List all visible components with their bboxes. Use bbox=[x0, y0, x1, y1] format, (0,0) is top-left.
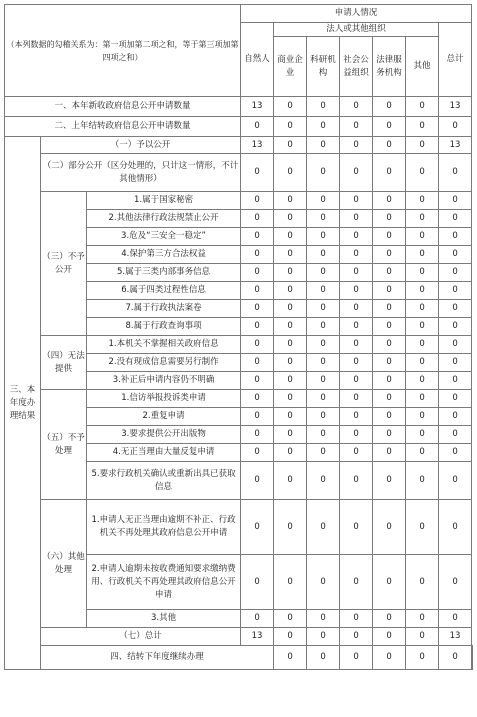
cell-value: 0 bbox=[406, 300, 439, 318]
header-research: 科研机构 bbox=[307, 37, 340, 97]
cell-value: 0 bbox=[373, 210, 406, 228]
cell-value: 0 bbox=[340, 228, 373, 246]
cell-value: 0 bbox=[241, 300, 274, 318]
cell-value: 0 bbox=[439, 210, 472, 228]
cell-value: 0 bbox=[274, 408, 307, 426]
cell-value: 0 bbox=[340, 646, 373, 670]
cell-value: 0 bbox=[406, 462, 439, 500]
row-label: 2.没有现成信息需要另行制作 bbox=[87, 354, 241, 372]
row-label: 1.属于国家秘密 bbox=[87, 192, 241, 210]
cell-value: 0 bbox=[241, 408, 274, 426]
cell-value: 0 bbox=[241, 228, 274, 246]
cell-value: 0 bbox=[373, 137, 406, 154]
cell-value: 0 bbox=[241, 372, 274, 390]
cell-value: 0 bbox=[274, 117, 307, 137]
cell-value: 0 bbox=[406, 555, 439, 610]
cell-value: 0 bbox=[274, 444, 307, 462]
cell-value: 0 bbox=[307, 228, 340, 246]
cell-value: 0 bbox=[274, 192, 307, 210]
cell-value: 13 bbox=[241, 137, 274, 154]
cell-value: 0 bbox=[406, 192, 439, 210]
cell-value: 0 bbox=[307, 154, 340, 192]
cell-value: 0 bbox=[307, 300, 340, 318]
report-container bbox=[4, 4, 473, 670]
cell-value: 0 bbox=[439, 228, 472, 246]
cell-value: 0 bbox=[241, 390, 274, 408]
cell-value: 0 bbox=[274, 97, 307, 117]
cell-value: 0 bbox=[439, 246, 472, 264]
cell-value: 0 bbox=[406, 318, 439, 336]
cell-value: 0 bbox=[340, 500, 373, 555]
cell-value: 0 bbox=[274, 318, 307, 336]
cell-value: 0 bbox=[340, 318, 373, 336]
cell-value: 0 bbox=[274, 228, 307, 246]
header-applicant: 申请人情况 bbox=[241, 5, 472, 23]
cell-value: 0 bbox=[439, 318, 472, 336]
row-label: 1.本机关不掌握相关政府信息 bbox=[87, 336, 241, 354]
cell-value: 0 bbox=[307, 628, 340, 646]
cell-value: 0 bbox=[373, 628, 406, 646]
cell-value: 0 bbox=[340, 444, 373, 462]
cell-value: 0 bbox=[439, 372, 472, 390]
header-social-welfare: 社会公益组织 bbox=[340, 37, 373, 97]
cell-value: 0 bbox=[340, 408, 373, 426]
cell-value: 0 bbox=[340, 264, 373, 282]
cell-value: 0 bbox=[373, 610, 406, 628]
cell-value: 0 bbox=[439, 426, 472, 444]
cell-value: 0 bbox=[307, 97, 340, 117]
table-row bbox=[5, 154, 473, 192]
cell-value: 0 bbox=[373, 228, 406, 246]
cell-value: 0 bbox=[406, 246, 439, 264]
cell-value: 0 bbox=[406, 354, 439, 372]
row-label: 5.属于三类内部事务信息 bbox=[87, 264, 241, 282]
cell-value: 0 bbox=[406, 210, 439, 228]
header-total: 总计 bbox=[439, 23, 472, 97]
cell-value: 13 bbox=[439, 628, 472, 646]
table-row bbox=[5, 336, 473, 354]
row-label: 2.申请人逾期未按收费通知要求缴纳费用、行政机关不再处理其政府信息公开申请 bbox=[87, 555, 241, 610]
cell-value: 0 bbox=[406, 390, 439, 408]
row-label: 3.危及“三安全一稳定” bbox=[87, 228, 241, 246]
cell-value: 0 bbox=[406, 372, 439, 390]
row-label-disclosed: （一）予以公开 bbox=[41, 137, 241, 154]
cell-value: 0 bbox=[307, 408, 340, 426]
cell-value: 0 bbox=[241, 264, 274, 282]
cell-value: 0 bbox=[373, 646, 406, 670]
cell-value: 0 bbox=[274, 462, 307, 500]
group-label-not-processed: （五）不予处理 bbox=[41, 390, 87, 500]
cell-value: 0 bbox=[340, 117, 373, 137]
cell-value: 0 bbox=[274, 372, 307, 390]
cell-value: 0 bbox=[241, 246, 274, 264]
table-row bbox=[5, 192, 473, 210]
cell-value: 13 bbox=[439, 137, 472, 154]
cell-value: 0 bbox=[406, 408, 439, 426]
cell-value: 0 bbox=[373, 318, 406, 336]
cell-value: 0 bbox=[307, 137, 340, 154]
cell-value: 0 bbox=[340, 354, 373, 372]
cell-value: 0 bbox=[307, 390, 340, 408]
cell-value: 0 bbox=[307, 646, 340, 670]
cell-value: 0 bbox=[373, 117, 406, 137]
row-label: 5.要求行政机关确认或重新出具已获取信息 bbox=[87, 462, 241, 500]
cell-value: 0 bbox=[274, 555, 307, 610]
row-label-carried-over: 二、上年结转政府信息公开申请数量 bbox=[5, 117, 241, 137]
header-legal-service: 法律服务机构 bbox=[373, 37, 406, 97]
row-label: 7.属于行政执法案卷 bbox=[87, 300, 241, 318]
cell-value: 0 bbox=[406, 610, 439, 628]
cell-value: 0 bbox=[241, 426, 274, 444]
cell-value: 0 bbox=[307, 372, 340, 390]
cell-value: 0 bbox=[340, 210, 373, 228]
cell-value: 0 bbox=[241, 610, 274, 628]
group-label-not-disclosed: （三）不予公开 bbox=[41, 192, 87, 336]
cell-value: 0 bbox=[373, 282, 406, 300]
cell-value: 0 bbox=[439, 610, 472, 628]
header-natural-person: 自然人 bbox=[241, 23, 274, 97]
cell-value: 0 bbox=[340, 137, 373, 154]
cell-value: 0 bbox=[439, 264, 472, 282]
cell-value: 0 bbox=[373, 264, 406, 282]
cell-value: 0 bbox=[439, 646, 472, 670]
cell-value: 0 bbox=[307, 210, 340, 228]
group-label-other-processing: （六）其他处理 bbox=[41, 500, 87, 628]
cell-value: 0 bbox=[406, 336, 439, 354]
cell-value: 0 bbox=[340, 390, 373, 408]
cell-value: 0 bbox=[274, 154, 307, 192]
table-row bbox=[5, 137, 473, 154]
cell-value: 0 bbox=[274, 137, 307, 154]
table-row bbox=[5, 390, 473, 408]
cell-value: 0 bbox=[406, 117, 439, 137]
row-label-carry-forward: 四、结转下年度继续办理 bbox=[41, 646, 274, 670]
cell-value: 13 bbox=[241, 628, 274, 646]
cell-value: 0 bbox=[307, 354, 340, 372]
cell-value: 0 bbox=[274, 300, 307, 318]
table-row bbox=[5, 628, 473, 646]
cell-value: 0 bbox=[406, 500, 439, 555]
cell-value: 0 bbox=[241, 282, 274, 300]
cell-value: 0 bbox=[439, 462, 472, 500]
cell-value: 0 bbox=[406, 264, 439, 282]
row-label: 4.无正当理由大量反复申请 bbox=[87, 444, 241, 462]
section-label-results: 三、本年度办理结果 bbox=[5, 137, 41, 670]
cell-value: 0 bbox=[373, 444, 406, 462]
cell-value: 0 bbox=[274, 500, 307, 555]
header-commercial: 商业企业 bbox=[274, 37, 307, 97]
table-row bbox=[5, 117, 473, 137]
row-label-new-requests: 一、本年新收政府信息公开申请数量 bbox=[5, 97, 241, 117]
cell-value: 0 bbox=[340, 282, 373, 300]
cell-value: 0 bbox=[406, 137, 439, 154]
cell-value: 13 bbox=[439, 97, 472, 117]
cell-value: 0 bbox=[274, 610, 307, 628]
cell-value: 0 bbox=[274, 646, 307, 670]
row-label: 3.要求提供公开出版物 bbox=[87, 426, 241, 444]
cell-value: 0 bbox=[373, 336, 406, 354]
cell-value: 0 bbox=[241, 192, 274, 210]
cell-value: 0 bbox=[373, 408, 406, 426]
cell-value: 0 bbox=[439, 390, 472, 408]
cell-value: 0 bbox=[340, 97, 373, 117]
table-row bbox=[5, 97, 473, 117]
cell-value: 0 bbox=[307, 246, 340, 264]
cell-value: 0 bbox=[373, 154, 406, 192]
cell-value: 0 bbox=[406, 228, 439, 246]
cell-value: 0 bbox=[340, 426, 373, 444]
cell-value: 0 bbox=[274, 426, 307, 444]
cell-value: 0 bbox=[307, 444, 340, 462]
cell-value: 0 bbox=[274, 354, 307, 372]
cell-value bbox=[472, 646, 473, 670]
row-label: 4.保护第三方合法权益 bbox=[87, 246, 241, 264]
cell-value: 0 bbox=[241, 117, 274, 137]
cell-value: 0 bbox=[241, 500, 274, 555]
cell-value: 0 bbox=[340, 154, 373, 192]
cell-value: 0 bbox=[373, 500, 406, 555]
cell-value: 0 bbox=[406, 282, 439, 300]
cell-value: 0 bbox=[340, 555, 373, 610]
cell-value: 0 bbox=[274, 628, 307, 646]
cell-value: 0 bbox=[340, 336, 373, 354]
group-label-unable-to-provide: （四）无法提供 bbox=[41, 336, 87, 390]
cell-value: 0 bbox=[241, 555, 274, 610]
cell-value: 0 bbox=[373, 192, 406, 210]
cell-value: 0 bbox=[340, 610, 373, 628]
cell-value: 0 bbox=[241, 462, 274, 500]
cell-value: 0 bbox=[307, 426, 340, 444]
cell-value: 0 bbox=[274, 390, 307, 408]
cell-value: 0 bbox=[373, 300, 406, 318]
cell-value: 0 bbox=[406, 426, 439, 444]
cell-value: 0 bbox=[406, 646, 439, 670]
cell-value: 0 bbox=[307, 462, 340, 500]
cell-value: 0 bbox=[274, 282, 307, 300]
row-label-partial: （二）部分公开（区分处理的，只计这一情形，不计其他情形） bbox=[41, 154, 241, 192]
cell-value: 0 bbox=[274, 336, 307, 354]
cell-value: 0 bbox=[241, 210, 274, 228]
cell-value: 0 bbox=[340, 462, 373, 500]
cell-value: 0 bbox=[406, 154, 439, 192]
cell-value: 0 bbox=[340, 372, 373, 390]
cell-value: 0 bbox=[373, 462, 406, 500]
cell-value: 0 bbox=[340, 300, 373, 318]
cell-value: 0 bbox=[307, 555, 340, 610]
cell-value: 0 bbox=[439, 444, 472, 462]
cell-value: 0 bbox=[439, 408, 472, 426]
table-row bbox=[5, 500, 473, 555]
cell-value: 0 bbox=[373, 555, 406, 610]
row-label: 1.申请人无正当理由逾期不补正、行政机关不再处理其政府信息公开申请 bbox=[87, 500, 241, 555]
cell-value: 0 bbox=[274, 210, 307, 228]
cell-value: 0 bbox=[406, 97, 439, 117]
cell-value: 0 bbox=[307, 282, 340, 300]
cell-value: 0 bbox=[241, 318, 274, 336]
cell-value: 0 bbox=[373, 97, 406, 117]
row-label: 3.补正后申请内容仍不明确 bbox=[87, 372, 241, 390]
row-label: 8.属于行政查询事项 bbox=[87, 318, 241, 336]
row-label: 6.属于四类过程性信息 bbox=[87, 282, 241, 300]
row-label: 2.重复申请 bbox=[87, 408, 241, 426]
header-note: （本列数据的勾稽关系为：第一项加第二项之和，等于第三项加第四项之和） bbox=[5, 5, 241, 97]
cell-value: 0 bbox=[340, 628, 373, 646]
row-label: 2.其他法律行政法规禁止公开 bbox=[87, 210, 241, 228]
row-label: 3.其他 bbox=[87, 610, 241, 628]
cell-value: 0 bbox=[340, 246, 373, 264]
cell-value: 0 bbox=[307, 336, 340, 354]
gov-info-disclosure-table bbox=[4, 4, 473, 670]
cell-value: 0 bbox=[406, 444, 439, 462]
cell-value: 0 bbox=[439, 282, 472, 300]
cell-value: 0 bbox=[373, 246, 406, 264]
cell-value: 13 bbox=[241, 97, 274, 117]
cell-value: 0 bbox=[439, 500, 472, 555]
row-label-subtotal: （七）总计 bbox=[41, 628, 241, 646]
cell-value: 0 bbox=[439, 336, 472, 354]
cell-value: 0 bbox=[373, 390, 406, 408]
cell-value: 0 bbox=[307, 264, 340, 282]
cell-value: 0 bbox=[241, 154, 274, 192]
cell-value: 0 bbox=[241, 354, 274, 372]
cell-value: 0 bbox=[373, 372, 406, 390]
cell-value: 0 bbox=[439, 154, 472, 192]
cell-value: 0 bbox=[241, 336, 274, 354]
cell-value: 0 bbox=[439, 192, 472, 210]
header-legal-other: 法人或其他组织 bbox=[274, 23, 439, 37]
cell-value: 0 bbox=[439, 300, 472, 318]
cell-value: 0 bbox=[307, 192, 340, 210]
cell-value: 0 bbox=[241, 444, 274, 462]
cell-value: 0 bbox=[307, 318, 340, 336]
cell-value: 0 bbox=[439, 117, 472, 137]
cell-value: 0 bbox=[274, 264, 307, 282]
cell-value: 0 bbox=[373, 426, 406, 444]
header-other: 其他 bbox=[406, 37, 439, 97]
table-row bbox=[5, 646, 473, 670]
row-label: 1.信访举报投诉类申请 bbox=[87, 390, 241, 408]
cell-value: 0 bbox=[307, 610, 340, 628]
cell-value: 0 bbox=[439, 354, 472, 372]
cell-value: 0 bbox=[307, 500, 340, 555]
cell-value: 0 bbox=[439, 555, 472, 610]
header-row-1 bbox=[5, 5, 473, 23]
cell-value: 0 bbox=[340, 192, 373, 210]
cell-value: 0 bbox=[307, 117, 340, 137]
cell-value: 0 bbox=[373, 354, 406, 372]
cell-value: 0 bbox=[406, 628, 439, 646]
cell-value: 0 bbox=[274, 246, 307, 264]
